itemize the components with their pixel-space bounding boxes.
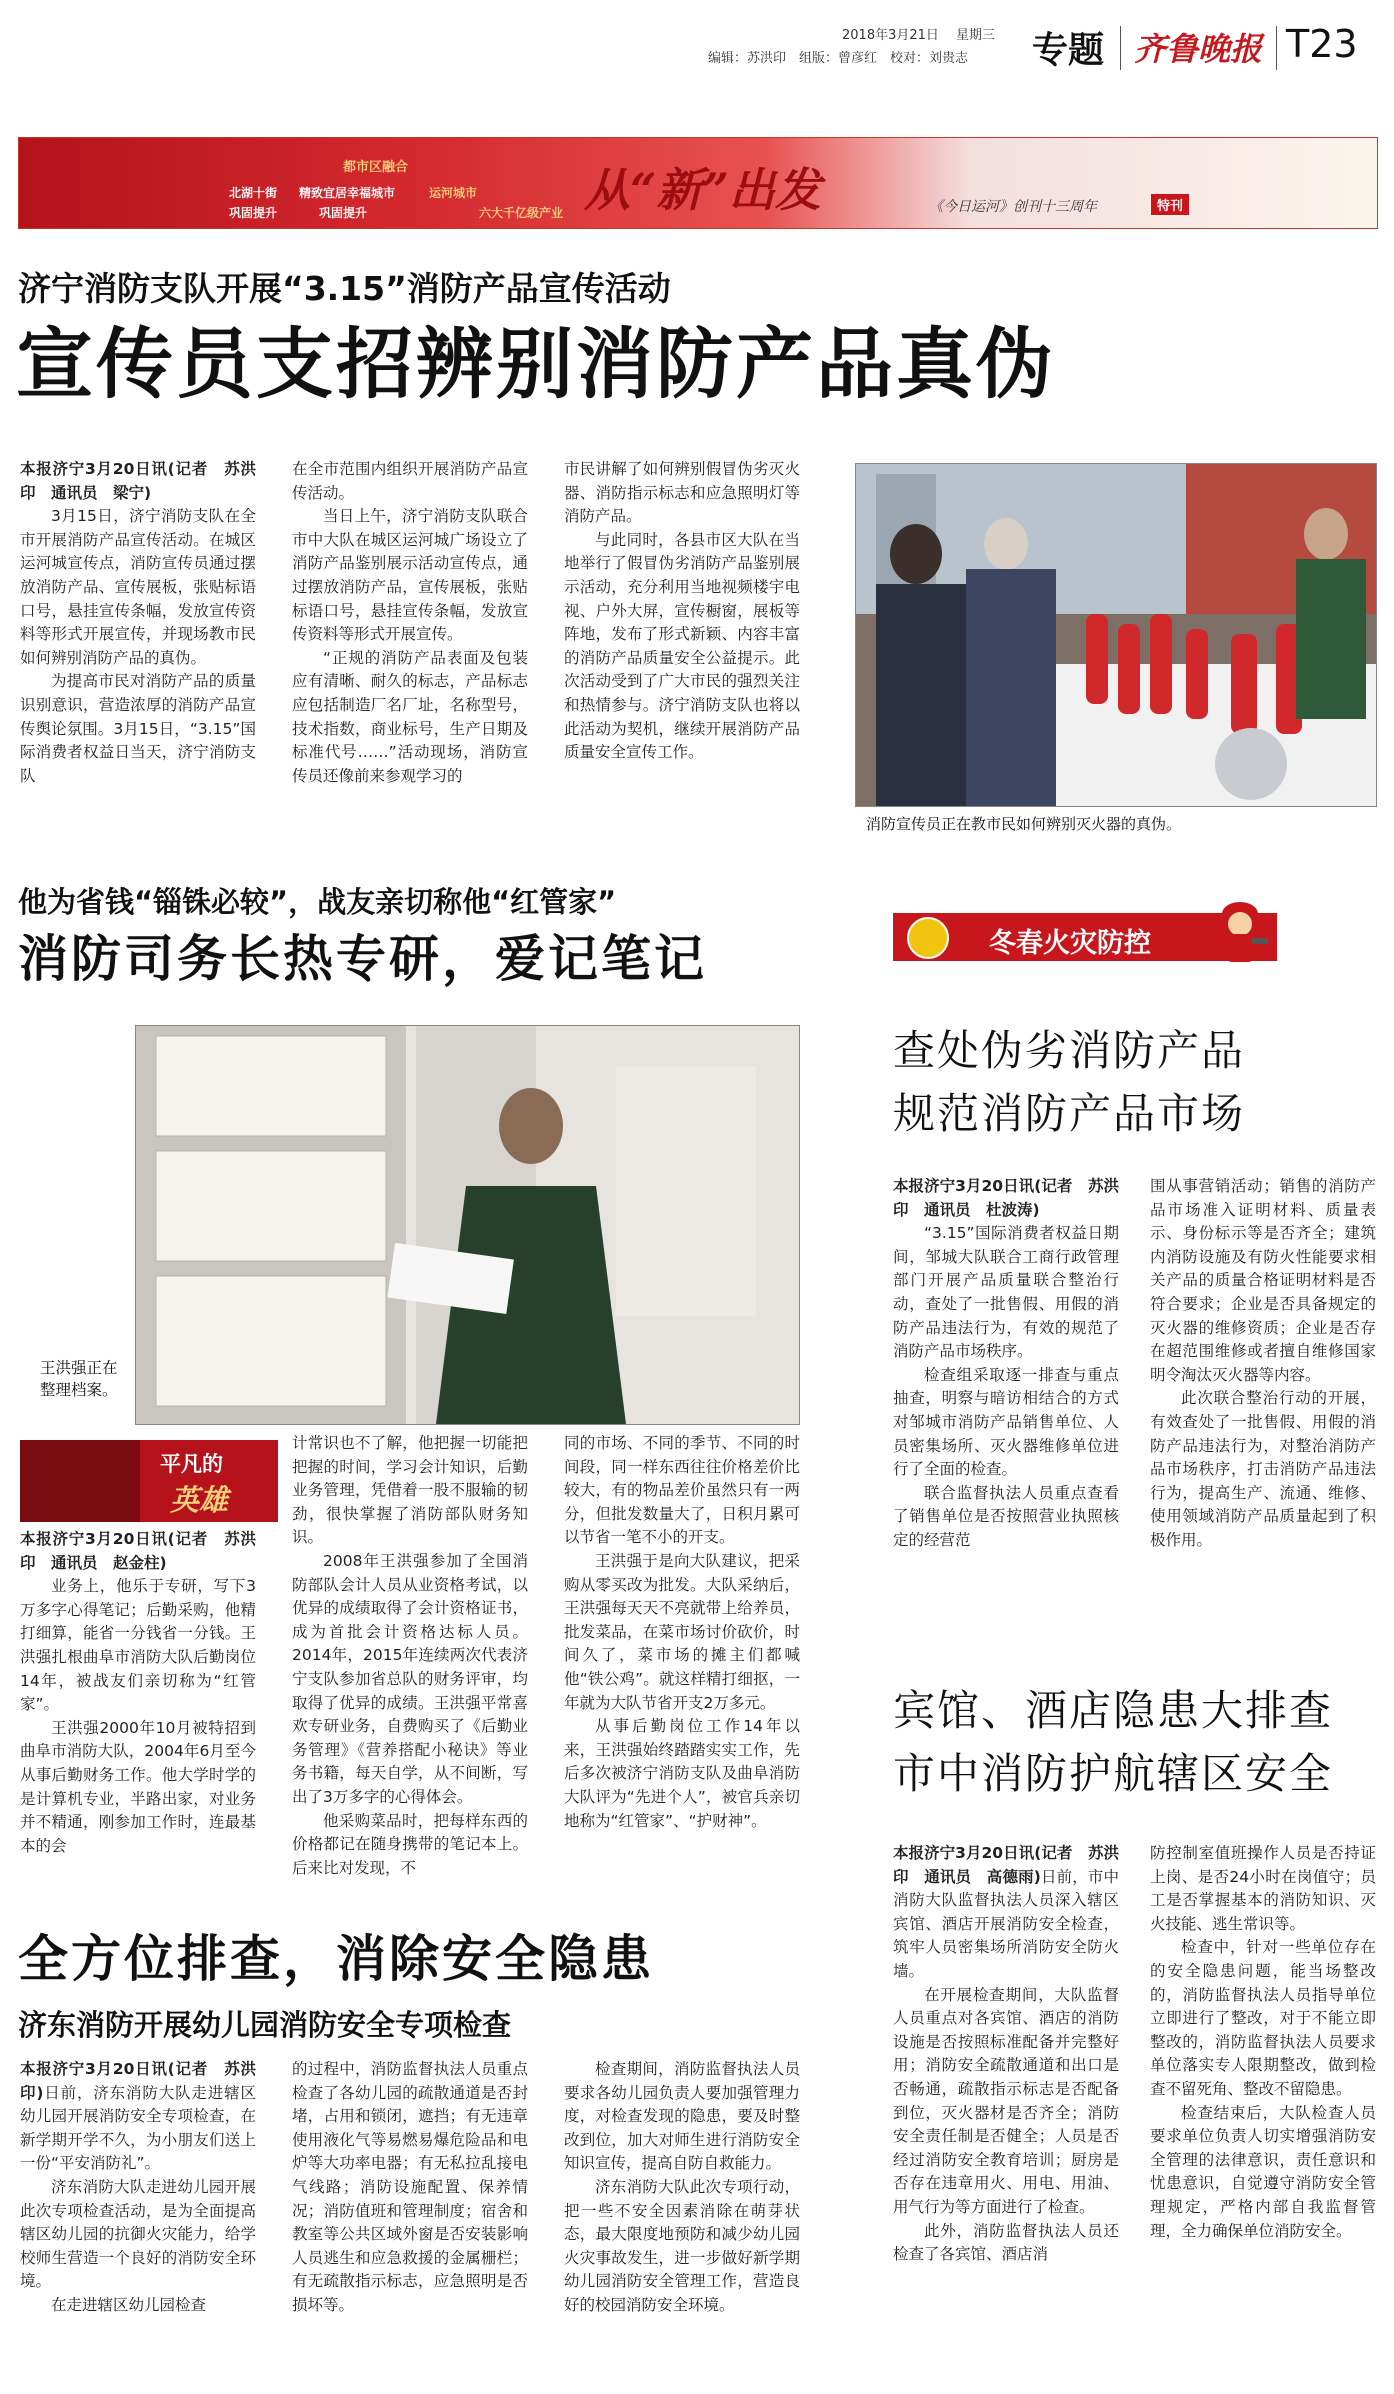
article2-kicker: 他为省钱“锱铢必较”，战友亲切称他“红管家” <box>18 885 617 919</box>
byline: 本报济宁3月20日讯(记者 苏洪印 通讯员 梁宁) <box>20 460 256 502</box>
paragraph: 在走进辖区幼儿园检查 <box>51 2295 207 2314</box>
paragraph: 的过程中，消防监督执法人员重点检查了各幼儿园的疏散通道是否封堵，占用和锁闭，遮挡；有无违章使用液化气等易燃易爆危险品和电炉等大功率电器；有无私拉乱接电气线路；消防设施配置、保养情况；消防值班和管理制度；宿舍和教室等公共区域外窗是否安装影响人员逃生和应急救援的金属栅栏；有无疏散指示标志，应急照明是否损坏等。 <box>292 2060 528 2314</box>
paragraph: 同的市场、不同的季节、不同的时间段，同一样东西往往价格差价比较大，有的物品差价虽然只有一两分，但批发数量大了，日积月累可以节省一笔不小的开支。 <box>564 1434 800 1547</box>
paragraph: 3月15日，济宁消防支队在全市开展消防产品宣传活动。在城区运河城宣传点，消防宣传员通过摆放消防产品、宣传展板，张贴标语口号，悬挂宣传条幅，发放宣传资料等形式开展宣传，并现场教市民如何辨别消防产品的真伪。 <box>20 507 256 667</box>
banner-tag: 巩固提升 <box>319 206 368 220</box>
paragraph: 业务上，他乐于专研，写下3万多字心得笔记；后勤采购，他精打细算，能省一分钱省一分钱。王洪强扎根曲阜市消防大队后勤岗位14年，被战友们亲切称为“红管家”。 <box>20 1577 256 1714</box>
article1-kicker: 济宁消防支队开展“3.15”消防产品宣传活动 <box>18 269 671 308</box>
paragraph: 围从事营销活动；销售的消防产品市场准入证明材料、质量表示、身份标示等是否齐全；建筑内消防设施及有防火性能要求相关产品的质量合格证明材料是否符合要求；企业是否具备规定的灭火器的维修资质；企业是否存在超范围维修或者擅自维修国家明令淘汰灭火器等内容。 <box>1150 1177 1376 1384</box>
paragraph: 济东消防大队走进幼儿园开展此次专项检查活动，是为全面提高辖区幼儿园的抗御火灾能力，给学校师生营造一个良好的消防安全环境。 <box>20 2177 256 2291</box>
byline: 本报济宁3月20日讯(记者 苏洪印 通讯员 杜波涛) <box>893 1177 1119 1219</box>
paragraph: 为提高市民对消防产品的质量识别意识，营造浓厚的消防产品宣传舆论氛围。3月15日，“3.15”国际消费者权益日当天，济宁消防支队 <box>20 672 256 785</box>
paragraph: 当日上午，济宁消防支队联合市中大队在城区运河城广场设立了消防产品鉴别展示活动宣传点，通过摆放消防产品，宣传展板，张贴标语口号，悬挂宣传条幅，发放宣传资料等形式开展宣传。 <box>292 507 528 644</box>
article1-column-3 <box>564 458 800 765</box>
paragraph: 在全市范围内组织开展消防产品宣传活动。 <box>292 460 528 502</box>
badge-text-line1: 平凡的 <box>160 1452 223 1476</box>
article3-column-1 <box>20 2058 256 2318</box>
paragraph: 此外，消防监督执法人员还检查了各宾馆、酒店消 <box>893 2221 1119 2264</box>
article1-column-1 <box>20 458 256 788</box>
paragraph: “正规的消防产品表面及包装应有清晰、耐久的标志，产品标志应包括制造厂名厂址，名称型号，技术指数，商业标号，生产日期及标准代号……”活动现场，消防宣传员还像前来参观学习的 <box>292 648 528 785</box>
paragraph: 日前，市中消防大队监督执法人员深入辖区宾馆、酒店开展消防安全检查，筑牢人员密集场所消防安全防火墙。 <box>893 1867 1119 1980</box>
paragraph: 济东消防大队此次专项行动，把一些不安全因素消除在萌芽状态，最大限度地预防和减少幼儿园火灾事故发生，进一步做好新学期幼儿园消防安全管理工作，营造良好的校园消防安全环境。 <box>564 2177 800 2314</box>
byline: 本报济宁3月20日讯(记者 苏洪印 通讯员 高德雨) <box>893 1844 1119 1886</box>
article1-headline: 宣传员支招辨别消防产品真伪 <box>16 321 1056 410</box>
banner-slogan: 从“新”出发 <box>584 163 821 217</box>
article4-column-2 <box>1150 1175 1376 1553</box>
article2-column-1 <box>20 1528 256 1858</box>
paragraph: 与此同时，各县市区大队在当地举行了假冒伪劣消防产品鉴别展示活动，充分利用当地视频楼宇电视、户外大屏，宣传橱窗，展板等阵地，发布了形式新颖、内容丰富的消防产品质量安全公益提示。此次活动受到了广大市民的强烈关注和热情参与。济宁消防支队也将以此活动为契机，继续开展消防产品质量安全宣传工作。 <box>564 530 800 762</box>
banner-tag: 精致宜居幸福城市 <box>299 186 396 200</box>
paragraph: 王洪强于是向大队建议，把采购从零买改为批发。大队采纳后，王洪强每天天不亮就带上给养员，批发菜品，在菜市场讨价砍价，时间久了，菜市场的摊主们都喊他“铁公鸡”。就这样精打细抠，一年就为大队节省开支2万多元。 <box>564 1551 800 1712</box>
article2-column-3 <box>564 1432 800 1833</box>
article2-column-2 <box>292 1432 528 1880</box>
article3-headline: 全方位排查，消除安全隐患 <box>18 1930 654 1988</box>
paragraph: 从事后勤岗位工作14年以来，王洪强始终踏踏实实工作，先后多次被济宁消防支队及曲阜消防大队评为“先进个人”，被官兵亲切地称为“红管家”、“护财神”。 <box>564 1717 800 1830</box>
paragraph: 王洪强2000年10月被特招到曲阜市消防大队，2004年6月至今从事后勤财务工作。他大学时学的是计算机专业，半路出家，对业务并不精通，刚参加工作时，连最基本的会 <box>20 1718 256 1855</box>
special-banner <box>18 137 1378 229</box>
banner-tag: 六大千亿级产业 <box>479 206 564 220</box>
badge-text-line2: 英雄 <box>170 1483 229 1517</box>
divider <box>1276 26 1277 70</box>
article3-column-2 <box>292 2058 528 2318</box>
byline: 本报济宁3月20日讯(记者 苏洪印 通讯员 赵金柱) <box>20 1530 256 1572</box>
paper-logo: 齐鲁晚报 <box>1134 30 1263 68</box>
firefighter-mascot-icon <box>1208 898 1272 968</box>
banner-tag: 北湖十街 <box>229 186 278 200</box>
banner-tag: 运河城市 <box>429 186 478 200</box>
article5-headline-line1: 宾馆、酒店隐患大排查 <box>893 1686 1334 1735</box>
article5-column-1 <box>893 1842 1119 2267</box>
article4-column-1 <box>893 1175 1119 1553</box>
article2-headline: 消防司务长热专研，爱记笔记 <box>18 930 707 988</box>
paragraph: 市民讲解了如何辨别假冒伪劣灭火器、消防指示标志和应急照明灯等消防产品。 <box>564 460 800 526</box>
paragraph: 检查中，针对一些单位存在的安全隐患问题，能当场整改的，消防监督执法人员指导单位立即进行了整改，对于不能立即整改的，消防监督执法人员要求单位落实专人限期整改，做到检查不留死角、整改不留隐患。 <box>1150 1938 1376 2098</box>
article5-headline-line2: 市中消防护航辖区安全 <box>893 1749 1334 1798</box>
paragraph: 防控制室值班操作人员是否持证上岗、是否24小时在岗值守；员工是否掌握基本的消防知识、灭火技能、逃生常识等。 <box>1150 1844 1376 1933</box>
date: 2018年3月21日 <box>842 28 939 43</box>
banner-badge-text: 《今日运河》创刊十三周年 <box>929 199 1097 215</box>
paragraph: 检查组采取逐一排查与重点抽查，明察与暗访相结合的方式对邹城市消防产品销售单位、人员密集场所、灭火器维修单位进行了全面的检查。 <box>893 1365 1119 1479</box>
article1-column-2 <box>292 458 528 788</box>
article3-subhead: 济东消防开展幼儿园消防安全专项检查 <box>18 2008 512 2042</box>
paragraph: 此次联合整治行动的开展，有效查处了一批售假、用假的消防产品违法行为，对整治消防产品市场秩序，打击消防产品违法行为，提高生产、流通、维修、使用领域消防产品质量起到了积极作用。 <box>1150 1389 1376 1549</box>
article1-photo-caption: 消防宣传员正在教市民如何辨别灭火器的真伪。 <box>866 815 1182 833</box>
weekday: 星期三 <box>956 28 996 43</box>
paragraph: 联合监督执法人员重点查看了销售单位是否按照营业执照核定的经营范 <box>893 1483 1119 1549</box>
column-badge-ordinary-hero <box>20 1440 278 1522</box>
masthead <box>0 0 1394 80</box>
fire-emblem-icon <box>907 917 949 959</box>
editors: 编辑：苏洪印 组版：曾彦红 校对：刘贵志 <box>708 51 969 66</box>
photo-fire-extinguisher-display <box>856 464 1376 806</box>
photo-archive-shelves <box>136 1026 799 1424</box>
article1-photo <box>855 463 1377 807</box>
article4-headline-line1: 查处伪劣消防产品 <box>893 1026 1246 1075</box>
badge-figure <box>20 1440 140 1522</box>
section-title: 专题 <box>1032 30 1105 71</box>
article2-photo <box>135 1025 800 1425</box>
paragraph: 检查期间，消防监督执法人员要求各幼儿园负责人要加强管理力度，对检查发现的隐患，要及时整改到位，加大对师生进行消防安全知识宣传，提高自防自救能力。 <box>564 2060 800 2173</box>
paragraph: 检查结束后，大队检查人员要求单位负责人切实增强消防安全管理的法律意识，责任意识和忧患意识，自觉遵守消防安全管理规定，严格内部自我监督管理，全力确保单位消防安全。 <box>1150 2103 1376 2240</box>
masthead-date <box>842 24 995 43</box>
divider <box>1120 26 1121 70</box>
banner-tag: 都市区融合 <box>343 160 409 175</box>
byline: 本报济宁3月20日讯(记者 苏洪印) <box>20 2060 256 2102</box>
article4-headline-line2: 规范消防产品市场 <box>893 1089 1246 1138</box>
article5-column-2 <box>1150 1842 1376 2243</box>
paragraph: 计常识也不了解，他把握一切能把把握的时间，学习会计知识，后勤业务管理，凭借着一股不服输的韧劲，很快掌握了消防部队财务知识。 <box>292 1434 528 1547</box>
paragraph: 日前，济东消防大队走进辖区幼儿园开展消防安全专项检查，在新学期开学不久，为小朋友们送上一份“平安消防礼”。 <box>20 2083 256 2173</box>
paragraph: 在开展检查期间，大队监督人员重点对各宾馆、酒店的消防设施是否按照标准配备并完整好用；消防安全疏散通道和出口是否畅通，疏散指示标志是否配备到位，灭火器材是否齐全；消防安全责任制是否健全；人员是否经过消防安全教育培训；厨房是否存在违章用火、用电、用油、用气行为等方面进行了检查。 <box>893 1985 1119 2216</box>
paragraph: 2008年王洪强参加了全国消防部队会计人员从业资格考试，以优异的成绩取得了会计资格证书，成为首批会计资格达标人员。2014年，2015年连续两次代表济宁支队参加省总队的财务评审，均取得了优异的成绩。王洪强平常喜欢专研业务，自费购买了《后勤业务管理》《营养搭配小秘诀》等业务书籍，每天自学，从不间断，写出了3万多字的心得体会。 <box>292 1551 528 1806</box>
paragraph: 他采购菜品时，把每样东西的价格都记在随身携带的笔记本上。后来比对发现，不 <box>292 1811 528 1877</box>
banner-tag: 巩固提升 <box>229 206 278 220</box>
page-number: T23 <box>1286 22 1358 66</box>
paragraph: “3.15”国际消费者权益日期间，邹城大队联合工商行政管理部门开展产品质量联合整治行动，查处了一批售假、用假的消防产品违法行为，有效的规范了消防产品市场秩序。 <box>893 1224 1119 1361</box>
badge-text: 冬春火灾防控 <box>989 928 1151 959</box>
banner-badge-tag: 特刊 <box>1151 194 1189 215</box>
article2-photo-caption: 王洪强正在整理档案。 <box>40 1359 118 1399</box>
article3-column-3 <box>564 2058 800 2318</box>
